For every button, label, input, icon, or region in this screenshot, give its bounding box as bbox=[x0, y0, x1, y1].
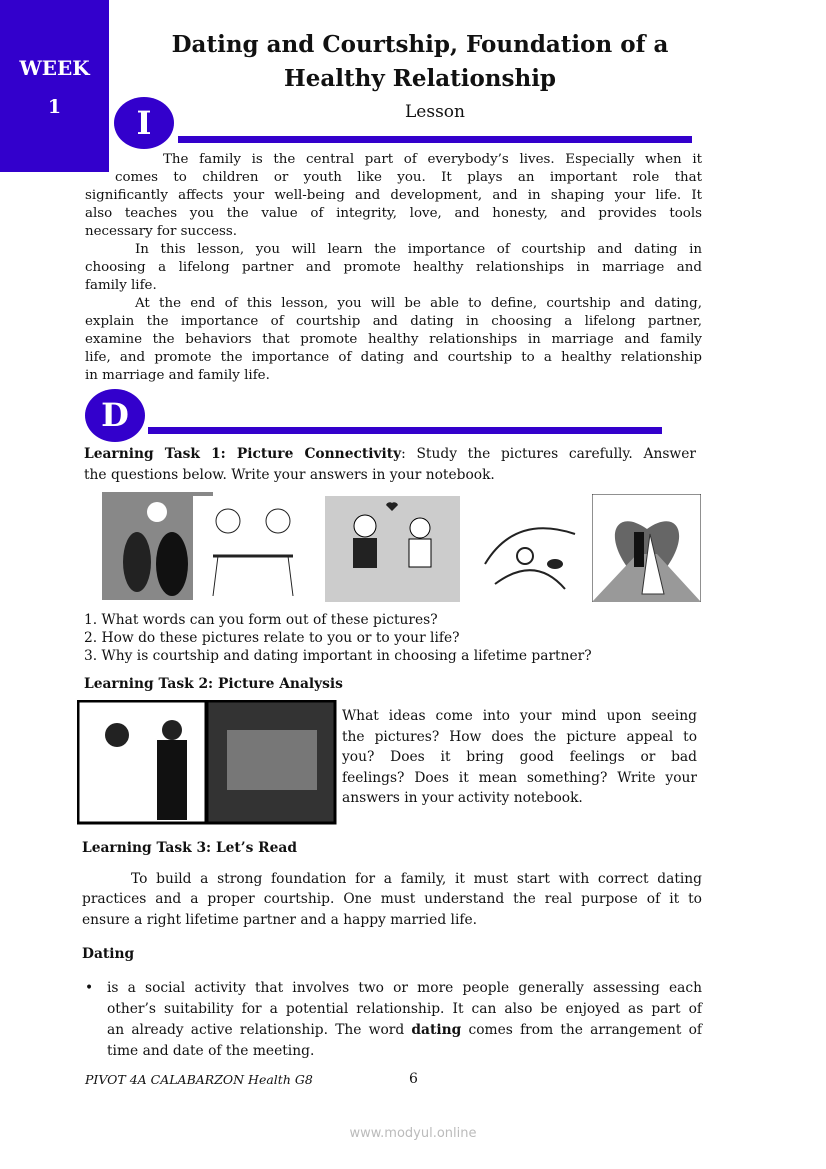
dating-heading: Dating bbox=[82, 946, 135, 962]
picture-ring-hands bbox=[475, 494, 585, 602]
text-line: life, and promote the importance of dating and courtship to a healthy relationship bbox=[85, 350, 702, 365]
week-number: 1 bbox=[47, 96, 62, 118]
text-line: practices and a proper courtship. One must understand the real purpose of it to bbox=[82, 891, 702, 907]
picture-couple-dinner bbox=[193, 496, 308, 602]
text-line: is a social activity that involves two or more people generally assessing each bbox=[107, 980, 702, 996]
text-line: In this lesson, you will learn the importance of courtship and dating in bbox=[135, 242, 702, 257]
text-line: examine the behaviors that promote healthy relationships in marriage and family bbox=[85, 332, 702, 347]
text-line: other’s suitability for a potential relationship. It can also be enjoyed as part of bbox=[107, 1001, 702, 1017]
text-line: also teaches you the value of integrity, love, and honesty, and provides tools bbox=[85, 206, 702, 221]
task1-instruction: : Study the pictures carefully. Answer bbox=[401, 446, 696, 462]
question-2: 2. How do these pictures relate to you or to your life? bbox=[84, 630, 460, 646]
text-line: you? Does it bring good feelings or bad bbox=[342, 749, 697, 765]
text-line: comes to children or youth like you. It plays an important role that bbox=[115, 170, 702, 185]
page-number: 6 bbox=[409, 1071, 418, 1087]
section-divider bbox=[148, 427, 662, 434]
task3-title: Learning Task 3: Let’s Read bbox=[82, 840, 298, 856]
section-i-badge: I bbox=[114, 97, 174, 149]
section-divider bbox=[178, 136, 692, 143]
text-line: time and date of the meeting. bbox=[107, 1043, 315, 1059]
text-line: At the end of this lesson, you will be able to define, courtship and dating, bbox=[135, 296, 702, 311]
text-line: family life. bbox=[85, 278, 157, 293]
text: an already active relationship. The word bbox=[107, 1022, 412, 1038]
bullet: • bbox=[85, 980, 94, 996]
text-line: answers in your activity notebook. bbox=[342, 790, 583, 806]
text-line: choosing a lifelong partner and promote healthy relationships in marriage and bbox=[85, 260, 702, 275]
section-d-badge: D bbox=[85, 389, 145, 442]
picture-couple-hearts bbox=[325, 496, 460, 602]
lesson-label: Lesson bbox=[405, 102, 465, 122]
text-line: feelings? Does it mean something? Write your bbox=[342, 770, 697, 786]
text-line: The family is the central part of everybody’s lives. Especially when it bbox=[163, 152, 702, 167]
picture-wedding bbox=[592, 494, 701, 602]
title-line-1: Dating and Courtship, Foundation of a bbox=[171, 31, 669, 58]
bold-term: dating bbox=[411, 1022, 462, 1038]
task1-line-1 bbox=[84, 444, 696, 464]
question-3: 3. Why is courtship and dating important in choosing a lifetime partner? bbox=[84, 648, 592, 664]
question-1: 1. What words can you form out of these pictures? bbox=[84, 612, 438, 628]
footer-text: PIVOT 4A CALABARZON Health G8 bbox=[85, 1072, 313, 1087]
text-line: the pictures? How does the picture appeal to bbox=[342, 729, 697, 745]
text-line: in marriage and family life. bbox=[85, 368, 270, 383]
task1-line-2: the questions below. Write your answers in your notebook. bbox=[84, 467, 495, 483]
week-badge bbox=[0, 0, 109, 172]
text-line: What ideas come into your mind upon seeing bbox=[342, 708, 697, 724]
text-line bbox=[107, 1020, 702, 1040]
title-line-2: Healthy Relationship bbox=[283, 65, 557, 92]
week-label: WEEK bbox=[19, 56, 90, 80]
watermark: www.modyul.online bbox=[349, 1126, 477, 1141]
text-line: significantly affects your well-being and development, and in shaping your life. It bbox=[85, 188, 702, 203]
text: comes from the arrangement of bbox=[461, 1022, 702, 1038]
text-line: ensure a right lifetime partner and a happy married life. bbox=[82, 912, 478, 928]
text-line: explain the importance of courtship and dating in choosing a lifelong partner, bbox=[85, 314, 702, 329]
task1-title: Learning Task 1: Picture Connectivity bbox=[84, 446, 402, 462]
task2-title: Learning Task 2: Picture Analysis bbox=[84, 676, 343, 692]
picture-analysis-collage bbox=[77, 700, 337, 826]
text-line: To build a strong foundation for a family, it must start with correct dating bbox=[131, 871, 702, 887]
text-line: necessary for success. bbox=[85, 224, 238, 239]
page-title bbox=[150, 28, 690, 96]
